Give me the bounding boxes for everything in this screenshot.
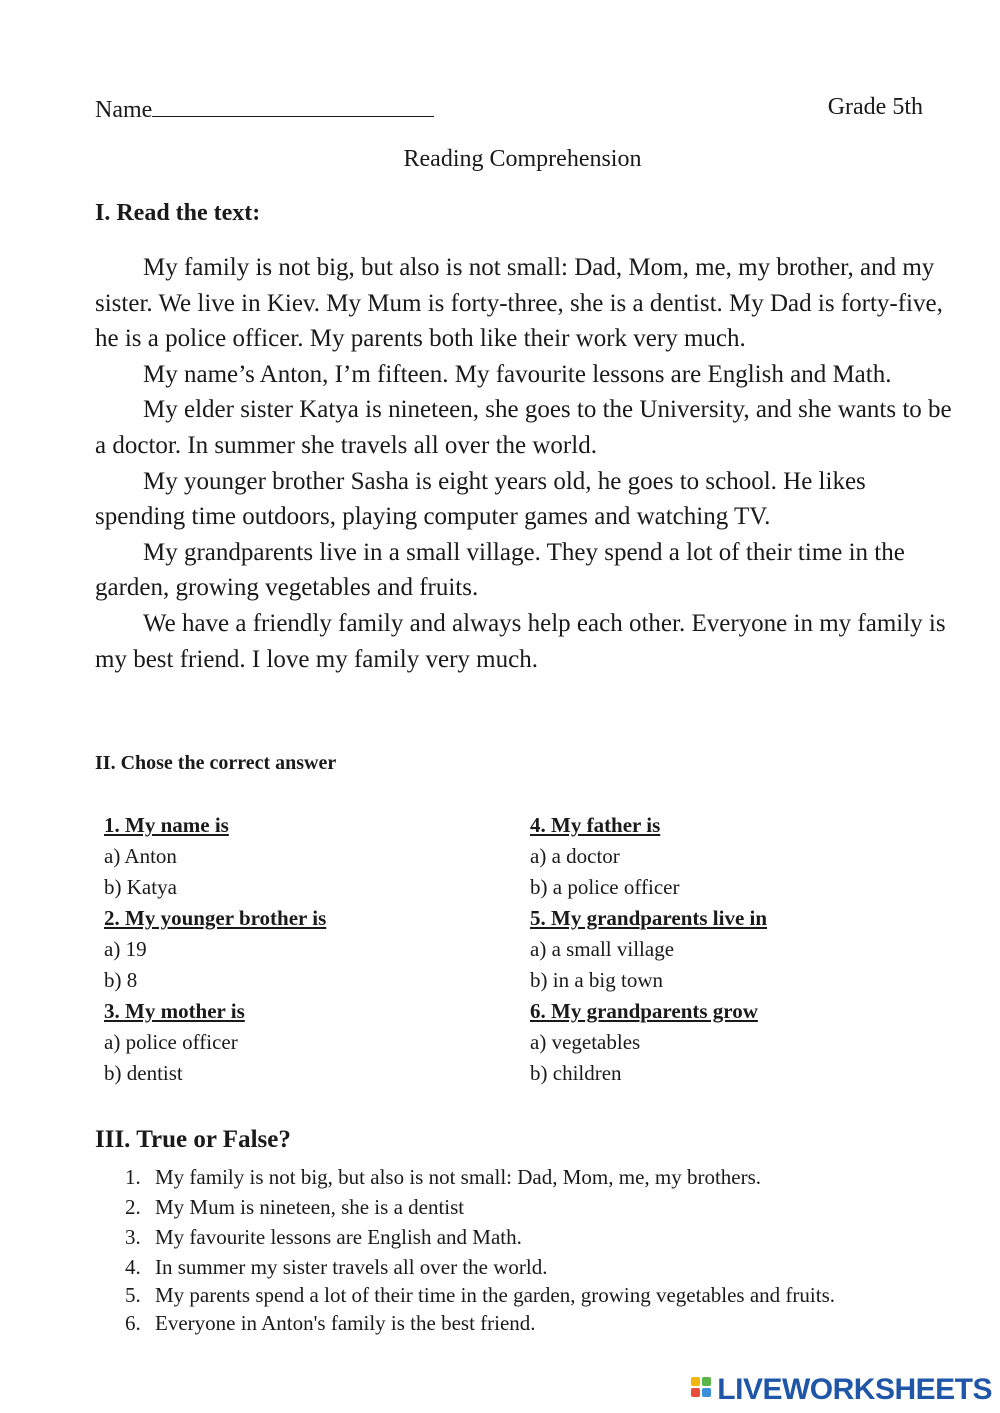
list-item[interactable] [125,1222,835,1252]
true-false-list [125,1162,835,1338]
item-number: 1. [125,1165,141,1189]
question-4: 4. My father is [530,813,661,837]
statement-text: My Mum is nineteen, she is a dentist [155,1195,465,1219]
logo-square [691,1388,700,1397]
liveworksheets-logo [691,1373,992,1407]
question-2-option-a[interactable]: a) 19 [104,937,147,961]
question-5: 5. My grandparents live in [530,906,768,930]
question-2-option-b[interactable]: b) 8 [104,968,138,992]
passage-paragraph: My grandparents live in a small village. They spend a lot of their time in the garden, growing vegetables and fruits. [95,538,905,602]
grade-label: Grade 5th [827,94,923,120]
name-blank-line[interactable] [152,94,434,117]
list-item[interactable] [125,1162,835,1192]
question-2: 2. My younger brother is [104,906,327,930]
question-3: 3. My mother is [104,999,245,1023]
item-number: 2. [125,1195,141,1219]
passage-paragraph: My name’s Anton, I’m fifteen. My favourite lessons are English and Math. [143,360,892,388]
passage-paragraph: My elder sister Katya is nineteen, she goes to the University, and she wants to be a doctor. In summer she travels all over the world. [95,396,952,459]
question-1-option-b[interactable]: b) Katya [104,875,177,899]
list-item[interactable] [125,1252,835,1282]
question-5-option-b[interactable]: b) in a big town [530,968,663,992]
passage-paragraph: My family is not big, but also is not small: Dad, Mom, me, my brother, and my sister. We live in Kiev. My Mum is forty-three, she is a dentist. My Dad is forty-five, he is a police officer. My parents both like their work very much. [95,254,943,353]
questions-right-column [530,810,767,1089]
page-title: Reading Comprehension [403,146,642,172]
section-3-heading: III. True or False? [95,1126,291,1153]
logo-square [691,1377,700,1386]
list-item[interactable] [125,1308,835,1338]
list-item[interactable] [125,1192,835,1222]
section-2-heading: II. Chose the correct answer [95,752,337,774]
statement-text: My parents spend a lot of their time in the garden, growing vegetables and fruits. [155,1283,835,1307]
passage-paragraph: My younger brother Sasha is eight years old, he goes to school. He likes spending time outdoors, playing computer games and watching TV. [95,467,866,531]
question-5-option-a[interactable]: a) a small village [530,937,675,961]
item-number: 5. [125,1283,141,1307]
name-field [95,94,434,124]
question-3-option-b[interactable]: b) dentist [104,1061,183,1085]
question-4-option-a[interactable]: a) a doctor [530,844,620,868]
question-6: 6. My grandparents grow [530,999,758,1023]
passage-paragraph: We have a friendly family and always help each other. Everyone in my family is my best friend. I love my family very much. [95,609,946,673]
statement-text: My family is not big, but also is not small: Dad, Mom, me, my brothers. [155,1165,762,1189]
logo-square [702,1377,711,1386]
question-4-option-b[interactable]: b) a police officer [530,875,680,899]
item-number: 6. [125,1311,141,1335]
list-item[interactable] [125,1282,835,1308]
logo-mark-icon [691,1377,713,1403]
logo-square [702,1388,711,1397]
question-1: 1. My name is [104,813,229,837]
statement-text: My favourite lessons are English and Math. [155,1225,522,1249]
reading-passage [95,250,955,677]
question-6-option-b[interactable]: b) children [530,1061,622,1085]
question-3-option-a[interactable]: a) police officer [104,1030,238,1054]
statement-text: In summer my sister travels all over the world. [155,1255,548,1279]
question-1-option-a[interactable]: a) Anton [104,844,177,868]
section-1-heading: I. Read the text: [95,200,261,226]
item-number: 3. [125,1225,141,1249]
name-label: Name [95,97,153,123]
item-number: 4. [125,1255,141,1279]
logo-text: LIVEWORKSHEETS [717,1373,992,1406]
questions-left-column [104,810,326,1089]
statement-text: Everyone in Anton's family is the best friend. [155,1311,536,1335]
question-6-option-a[interactable]: a) vegetables [530,1030,641,1054]
